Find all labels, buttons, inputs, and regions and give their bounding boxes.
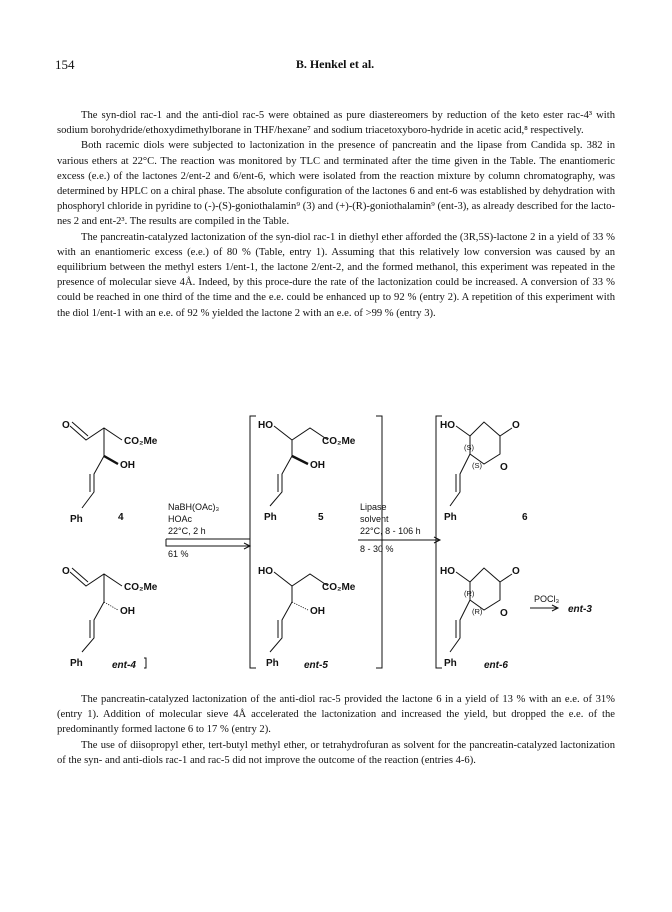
bracket — [250, 416, 256, 668]
atom-label: Ph — [444, 658, 457, 669]
conditions: 22°C, 2 h — [168, 526, 206, 536]
conditions: 22°C, 8 - 106 h — [360, 526, 421, 536]
atom-label: Ph — [70, 514, 83, 525]
compound-number: ent-4 — [112, 660, 136, 671]
compound-number: 5 — [318, 512, 324, 523]
atom-label: HO — [440, 566, 455, 577]
structure-4 — [62, 420, 158, 525]
atom-label: CO₂Me — [124, 582, 158, 593]
scheme-svg — [60, 412, 620, 672]
compound-number: 6 — [522, 512, 528, 523]
reaction-scheme — [60, 412, 620, 672]
stereo-label: (S) — [464, 443, 474, 452]
reagent: Lipase — [360, 502, 387, 512]
paragraph: The syn-diol rac-1 and the anti-diol rac-5 were obtained as pure diastereomers by reduction of the keto ester rac-4³ with sodium borohydride/ethoxydimethylborane in THF/hexane⁷ and sodium triacetoxyboro-hydride in acetic acid,⁸ respectively. — [57, 110, 615, 137]
running-title: B. Henkel et al. — [295, 57, 375, 71]
atom-label: HO — [258, 566, 273, 577]
atom-label: Ph — [70, 658, 83, 669]
reagent: NaBH(OAc)₃ — [168, 502, 220, 512]
structure-5 — [258, 420, 356, 523]
atom-label: HO — [258, 420, 273, 431]
atom-label: O — [62, 566, 70, 577]
bracket — [376, 416, 382, 668]
atom-label: O — [512, 420, 520, 431]
step-1-conditions — [166, 502, 250, 559]
atom-label: CO₂Me — [322, 582, 356, 593]
atom-label: CO₂Me — [124, 436, 158, 447]
paragraph: The pancreatin-catalyzed lactonization of the anti-diol rac-5 provided the lactone 6 in a yield of 13 % with an e.e. of 31% (entry 1). Addition of molecular sieve 4Å accelerated the lactonization and increased the yield, but dropped the e.e. of the predominantly formed lactone 6 to 17 % (entry 2). — [57, 694, 615, 736]
atom-label: O — [512, 566, 520, 577]
paragraph: The pancreatin-catalyzed lactonization of the syn-diol rac-1 in diethyl ether afforded the (3R,5S)-lactone 2 in a yield of 33 % with an enantiomeric excess (e.e.) of 80 % (Table, entry 1). Assuming that this relatively low conversion was caused by an equilibrium between the methyl esters 1/ent-1, the lactone 2/ent-2, and the formed methanol, this experiment was repeated in the presence of molecular sieve 4Å. Indeed, by this proce-dure the rate of the lactonization could be increased. A conversion of 33 % could be reached in one third of the time and the e.e. could be enhanced up to 92 % (entry 2). A repetition of this experiment with the diol 1/ent-1 with an e.e. of 92 % yielded the lactone 2 with an e.e. of >99 % (entry 3). — [57, 231, 615, 319]
stereo-label: (R) — [464, 589, 475, 598]
compound-number: ent-3 — [568, 604, 592, 615]
paragraph: Both racemic diols were subjected to lactonization in the presence of pancreatin and the lipase from Candida sp. 382 in various ethers at 22°C. The reaction was monitored by TLC and terminated after the time given in the Table. The enantiomeric excess (e.e.) of the lactones 2/ent-2 and 6/ent-6, which were isolated from the reaction mixture by column chromatography, was determined by HPLC on a chiral phase. The absolute configuration of the lactones 6 and ent-6 was established by dehydration with phosphoryl chloride in pyridine to (-)-(S)-goniothalamin⁹ (3) and (+)-(R)-goniothalamin⁹ (ent-3), as already described for the lacto-nes 2 and ent-2³. The results are compiled in the Table. — [57, 140, 615, 228]
atom-label: Ph — [264, 512, 277, 523]
stereo-label: (R) — [472, 607, 483, 616]
atom-label: OH — [310, 606, 325, 617]
compound-number: ent-6 — [484, 660, 508, 671]
page-number: 154 — [55, 57, 75, 72]
structure-ent-4 — [62, 566, 158, 671]
stereo-label: (S) — [472, 461, 482, 470]
structure-6 — [440, 420, 528, 523]
atom-label: OH — [120, 606, 135, 617]
compound-number: ent-5 — [304, 660, 328, 671]
atom-label: O — [62, 420, 70, 431]
step-3-conditions — [530, 594, 592, 615]
atom-label: O — [500, 608, 508, 619]
compound-number: 4 — [118, 512, 124, 523]
atom-label: Ph — [444, 512, 457, 523]
atom-label: Ph — [266, 658, 279, 669]
yield: 8 - 30 % — [360, 544, 394, 554]
reagent: HOAc — [168, 514, 193, 524]
page-header — [55, 57, 615, 77]
structure-ent-5 — [258, 566, 356, 671]
body-text-top — [57, 108, 615, 321]
atom-label: O — [500, 462, 508, 473]
body-text-bottom — [57, 692, 615, 768]
reagent: POCl₃ — [534, 594, 560, 604]
atom-label: OH — [310, 460, 325, 471]
atom-label: CO₂Me — [322, 436, 356, 447]
atom-label: OH — [120, 460, 135, 471]
atom-label: HO — [440, 420, 455, 431]
reagent: solvent — [360, 514, 389, 524]
yield: 61 % — [168, 549, 189, 559]
step-2-conditions — [358, 502, 440, 554]
structure-ent-6 — [440, 566, 520, 671]
paragraph: The use of diisopropyl ether, tert-butyl methyl ether, or tetrahydrofuran as solvent for the pancreatin-catalyzed lactonization of the syn- and anti-diols rac-1 and rac-5 did not improve the outcome of the reaction (entries 4-6). — [57, 739, 615, 766]
